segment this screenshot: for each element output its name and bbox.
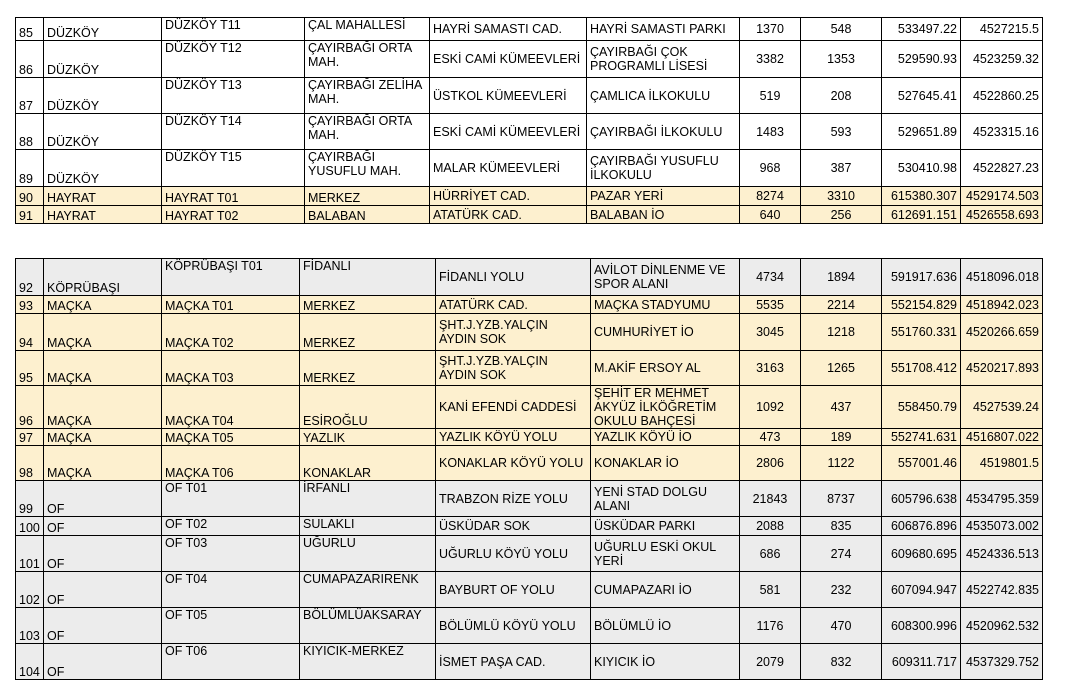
x-coordinate-cell: 612691.151: [882, 206, 961, 224]
street-cell: ŞHT.J.YZB.YALÇIN AYDIN SOK: [436, 314, 591, 351]
location-cell: MAÇKA STADYUMU: [591, 296, 740, 314]
population-cell: 3382: [740, 41, 801, 78]
y-coordinate-cell: 4516807.022: [961, 429, 1043, 446]
street-cell: UĞURLU KÖYÜ YOLU: [436, 536, 591, 572]
district-cell: MAÇKA: [44, 386, 162, 429]
district-cell: OF: [44, 536, 162, 572]
population-cell: 3163: [740, 351, 801, 386]
district-cell: KÖPRÜBAŞI: [44, 259, 162, 296]
station-code-cell: MAÇKA T06: [162, 446, 300, 481]
count-cell: 1894: [801, 259, 882, 296]
row-number: 89: [16, 150, 44, 187]
street-cell: TRABZON RİZE YOLU: [436, 481, 591, 517]
table-row: [16, 517, 1043, 536]
table-row: [16, 386, 1043, 429]
street-cell: BÖLÜMLÜ KÖYÜ YOLU: [436, 608, 591, 644]
row-number: 102: [16, 572, 44, 608]
y-coordinate-cell: 4523259.32: [961, 41, 1043, 78]
station-code-cell: DÜZKÖY T14: [162, 114, 305, 150]
street-cell: ESKİ CAMİ KÜMEEVLERİ: [430, 41, 587, 78]
x-coordinate-cell: 609311.717: [882, 644, 961, 680]
table-row: [16, 429, 1043, 446]
population-cell: 4734: [740, 259, 801, 296]
table-row: [16, 259, 1043, 296]
row-number: 88: [16, 114, 44, 150]
station-code-cell: OF T01: [162, 481, 300, 517]
district-cell: MAÇKA: [44, 314, 162, 351]
count-cell: 1218: [801, 314, 882, 351]
population-cell: 1092: [740, 386, 801, 429]
neighborhood-cell: MERKEZ: [300, 351, 436, 386]
count-cell: 8737: [801, 481, 882, 517]
station-code-cell: OF T02: [162, 517, 300, 536]
table-row: [16, 206, 1043, 224]
neighborhood-cell: MERKEZ: [305, 187, 430, 206]
street-cell: BAYBURT OF YOLU: [436, 572, 591, 608]
row-number: 103: [16, 608, 44, 644]
population-cell: 2079: [740, 644, 801, 680]
population-cell: 2088: [740, 517, 801, 536]
location-cell: BALABAN İO: [587, 206, 740, 224]
y-coordinate-cell: 4523315.16: [961, 114, 1043, 150]
location-cell: ÜSKÜDAR PARKI: [591, 517, 740, 536]
station-code-cell: DÜZKÖY T15: [162, 150, 305, 187]
neighborhood-cell: ÇAYIRBAĞI ZELİHA MAH.: [305, 78, 430, 114]
station-code-cell: DÜZKÖY T11: [162, 18, 305, 41]
table-row: [16, 644, 1043, 680]
neighborhood-cell: İRFANLI: [300, 481, 436, 517]
row-number: 93: [16, 296, 44, 314]
location-cell: ÇAYIRBAĞI ÇOK PROGRAMLI LİSESİ: [587, 41, 740, 78]
location-cell: CUMAPAZARI İO: [591, 572, 740, 608]
population-cell: 5535: [740, 296, 801, 314]
neighborhood-cell: ESİROĞLU: [300, 386, 436, 429]
count-cell: 2214: [801, 296, 882, 314]
count-cell: 387: [801, 150, 882, 187]
y-coordinate-cell: 4534795.359: [961, 481, 1043, 517]
district-cell: OF: [44, 572, 162, 608]
table-bottom: [15, 258, 1043, 680]
district-cell: MAÇKA: [44, 429, 162, 446]
station-code-cell: DÜZKÖY T12: [162, 41, 305, 78]
population-cell: 8274: [740, 187, 801, 206]
station-code-cell: OF T05: [162, 608, 300, 644]
location-cell: ÇAMLICA İLKOKULU: [587, 78, 740, 114]
y-coordinate-cell: 4519801.5: [961, 446, 1043, 481]
y-coordinate-cell: 4535073.002: [961, 517, 1043, 536]
district-cell: DÜZKÖY: [44, 78, 162, 114]
neighborhood-cell: KONAKLAR: [300, 446, 436, 481]
x-coordinate-cell: 527645.41: [882, 78, 961, 114]
street-cell: YAZLIK KÖYÜ YOLU: [436, 429, 591, 446]
population-cell: 968: [740, 150, 801, 187]
table-row: [16, 114, 1043, 150]
row-number: 97: [16, 429, 44, 446]
station-code-cell: MAÇKA T01: [162, 296, 300, 314]
population-cell: 640: [740, 206, 801, 224]
population-cell: 1176: [740, 608, 801, 644]
location-cell: ÇAYIRBAĞI İLKOKULU: [587, 114, 740, 150]
row-number: 99: [16, 481, 44, 517]
table-row: [16, 536, 1043, 572]
district-cell: HAYRAT: [44, 187, 162, 206]
population-cell: 473: [740, 429, 801, 446]
x-coordinate-cell: 558450.79: [882, 386, 961, 429]
location-cell: KONAKLAR İO: [591, 446, 740, 481]
neighborhood-cell: ÇAYIRBAĞI ORTA MAH.: [305, 114, 430, 150]
x-coordinate-cell: 608300.996: [882, 608, 961, 644]
neighborhood-cell: BALABAN: [305, 206, 430, 224]
street-cell: ESKİ CAMİ KÜMEEVLERİ: [430, 114, 587, 150]
row-number: 95: [16, 351, 44, 386]
count-cell: 470: [801, 608, 882, 644]
neighborhood-cell: BÖLÜMLÜAKSARAY: [300, 608, 436, 644]
count-cell: 256: [801, 206, 882, 224]
district-cell: DÜZKÖY: [44, 114, 162, 150]
row-number: 100: [16, 517, 44, 536]
street-cell: ŞHT.J.YZB.YALÇIN AYDIN SOK: [436, 351, 591, 386]
district-cell: OF: [44, 608, 162, 644]
location-cell: YAZLIK KÖYÜ İO: [591, 429, 740, 446]
neighborhood-cell: ÇAYIRBAĞI ORTA MAH.: [305, 41, 430, 78]
neighborhood-cell: CUMAPAZARIRENK: [300, 572, 436, 608]
count-cell: 1353: [801, 41, 882, 78]
y-coordinate-cell: 4520266.659: [961, 314, 1043, 351]
y-coordinate-cell: 4537329.752: [961, 644, 1043, 680]
count-cell: 593: [801, 114, 882, 150]
x-coordinate-cell: 607094.947: [882, 572, 961, 608]
y-coordinate-cell: 4522827.23: [961, 150, 1043, 187]
neighborhood-cell: FİDANLI: [300, 259, 436, 296]
location-cell: PAZAR YERİ: [587, 187, 740, 206]
row-number: 87: [16, 78, 44, 114]
street-cell: FİDANLI YOLU: [436, 259, 591, 296]
station-code-cell: HAYRAT T01: [162, 187, 305, 206]
table-row: [16, 314, 1043, 351]
location-cell: UĞURLU ESKİ OKUL YERİ: [591, 536, 740, 572]
street-cell: ÜSKÜDAR SOK: [436, 517, 591, 536]
neighborhood-cell: SULAKLI: [300, 517, 436, 536]
row-number: 98: [16, 446, 44, 481]
location-cell: M.AKİF ERSOY AL: [591, 351, 740, 386]
y-coordinate-cell: 4522860.25: [961, 78, 1043, 114]
x-coordinate-cell: 606876.896: [882, 517, 961, 536]
table-row: [16, 572, 1043, 608]
population-cell: 1370: [740, 18, 801, 41]
location-cell: YENİ STAD DOLGU ALANI: [591, 481, 740, 517]
district-cell: DÜZKÖY: [44, 150, 162, 187]
street-cell: KANİ EFENDİ CADDESİ: [436, 386, 591, 429]
station-code-cell: MAÇKA T03: [162, 351, 300, 386]
x-coordinate-cell: 557001.46: [882, 446, 961, 481]
y-coordinate-cell: 4520217.893: [961, 351, 1043, 386]
row-number: 90: [16, 187, 44, 206]
population-cell: 3045: [740, 314, 801, 351]
neighborhood-cell: MERKEZ: [300, 314, 436, 351]
row-number: 94: [16, 314, 44, 351]
district-cell: OF: [44, 481, 162, 517]
row-number: 104: [16, 644, 44, 680]
x-coordinate-cell: 552741.631: [882, 429, 961, 446]
x-coordinate-cell: 605796.638: [882, 481, 961, 517]
street-cell: ATATÜRK CAD.: [430, 206, 587, 224]
station-code-cell: OF T04: [162, 572, 300, 608]
district-cell: HAYRAT: [44, 206, 162, 224]
table-row: [16, 18, 1043, 41]
x-coordinate-cell: 591917.636: [882, 259, 961, 296]
y-coordinate-cell: 4524336.513: [961, 536, 1043, 572]
population-cell: 2806: [740, 446, 801, 481]
location-cell: KIYICIK İO: [591, 644, 740, 680]
count-cell: 1265: [801, 351, 882, 386]
row-number: 92: [16, 259, 44, 296]
table-row: [16, 481, 1043, 517]
location-cell: ÇAYIRBAĞI YUSUFLU İLKOKULU: [587, 150, 740, 187]
neighborhood-cell: ÇAYIRBAĞI YUSUFLU MAH.: [305, 150, 430, 187]
row-number: 91: [16, 206, 44, 224]
y-coordinate-cell: 4522742.835: [961, 572, 1043, 608]
street-cell: HÜRRİYET CAD.: [430, 187, 587, 206]
population-cell: 686: [740, 536, 801, 572]
population-cell: 21843: [740, 481, 801, 517]
y-coordinate-cell: 4520962.532: [961, 608, 1043, 644]
x-coordinate-cell: 609680.695: [882, 536, 961, 572]
station-code-cell: HAYRAT T02: [162, 206, 305, 224]
x-coordinate-cell: 551760.331: [882, 314, 961, 351]
x-coordinate-cell: 552154.829: [882, 296, 961, 314]
count-cell: 208: [801, 78, 882, 114]
location-cell: HAYRİ SAMASTI PARKI: [587, 18, 740, 41]
x-coordinate-cell: 615380.307: [882, 187, 961, 206]
population-cell: 519: [740, 78, 801, 114]
count-cell: 189: [801, 429, 882, 446]
y-coordinate-cell: 4527539.24: [961, 386, 1043, 429]
district-cell: DÜZKÖY: [44, 18, 162, 41]
x-coordinate-cell: 529590.93: [882, 41, 961, 78]
station-code-cell: OF T06: [162, 644, 300, 680]
population-cell: 1483: [740, 114, 801, 150]
station-code-cell: MAÇKA T04: [162, 386, 300, 429]
count-cell: 832: [801, 644, 882, 680]
table-row: [16, 41, 1043, 78]
count-cell: 437: [801, 386, 882, 429]
y-coordinate-cell: 4518942.023: [961, 296, 1043, 314]
location-cell: BÖLÜMLÜ İO: [591, 608, 740, 644]
x-coordinate-cell: 530410.98: [882, 150, 961, 187]
table-row: [16, 296, 1043, 314]
y-coordinate-cell: 4529174.503: [961, 187, 1043, 206]
district-cell: MAÇKA: [44, 296, 162, 314]
station-code-cell: MAÇKA T02: [162, 314, 300, 351]
district-cell: DÜZKÖY: [44, 41, 162, 78]
row-number: 86: [16, 41, 44, 78]
street-cell: ATATÜRK CAD.: [436, 296, 591, 314]
street-cell: ÜSTKOL KÜMEEVLERİ: [430, 78, 587, 114]
street-cell: HAYRİ SAMASTI CAD.: [430, 18, 587, 41]
table-top: [15, 17, 1043, 224]
district-cell: OF: [44, 517, 162, 536]
y-coordinate-cell: 4518096.018: [961, 259, 1043, 296]
neighborhood-cell: ÇAL MAHALLESİ: [305, 18, 430, 41]
row-number: 101: [16, 536, 44, 572]
y-coordinate-cell: 4526558.693: [961, 206, 1043, 224]
district-cell: MAÇKA: [44, 351, 162, 386]
table-row: [16, 187, 1043, 206]
count-cell: 232: [801, 572, 882, 608]
street-cell: İSMET PAŞA CAD.: [436, 644, 591, 680]
station-code-cell: OF T03: [162, 536, 300, 572]
district-cell: OF: [44, 644, 162, 680]
location-cell: CUMHURİYET İO: [591, 314, 740, 351]
station-code-cell: MAÇKA T05: [162, 429, 300, 446]
count-cell: 274: [801, 536, 882, 572]
count-cell: 3310: [801, 187, 882, 206]
table-row: [16, 351, 1043, 386]
x-coordinate-cell: 533497.22: [882, 18, 961, 41]
population-cell: 581: [740, 572, 801, 608]
street-cell: KONAKLAR KÖYÜ YOLU: [436, 446, 591, 481]
neighborhood-cell: KIYICIK-MERKEZ: [300, 644, 436, 680]
table-row: [16, 78, 1043, 114]
x-coordinate-cell: 529651.89: [882, 114, 961, 150]
table-row: [16, 446, 1043, 481]
x-coordinate-cell: 551708.412: [882, 351, 961, 386]
neighborhood-cell: UĞURLU: [300, 536, 436, 572]
count-cell: 835: [801, 517, 882, 536]
neighborhood-cell: YAZLIK: [300, 429, 436, 446]
count-cell: 1122: [801, 446, 882, 481]
location-cell: ŞEHİT ER MEHMET AKYÜZ İLKÖĞRETİM OKULU BAHÇESİ: [591, 386, 740, 429]
row-number: 85: [16, 18, 44, 41]
street-cell: MALAR KÜMEEVLERİ: [430, 150, 587, 187]
district-cell: MAÇKA: [44, 446, 162, 481]
station-code-cell: DÜZKÖY T13: [162, 78, 305, 114]
table-row: [16, 608, 1043, 644]
table-row: [16, 150, 1043, 187]
count-cell: 548: [801, 18, 882, 41]
location-cell: AVİLOT DİNLENME VE SPOR ALANI: [591, 259, 740, 296]
y-coordinate-cell: 4527215.5: [961, 18, 1043, 41]
neighborhood-cell: MERKEZ: [300, 296, 436, 314]
row-number: 96: [16, 386, 44, 429]
station-code-cell: KÖPRÜBAŞI T01: [162, 259, 300, 296]
